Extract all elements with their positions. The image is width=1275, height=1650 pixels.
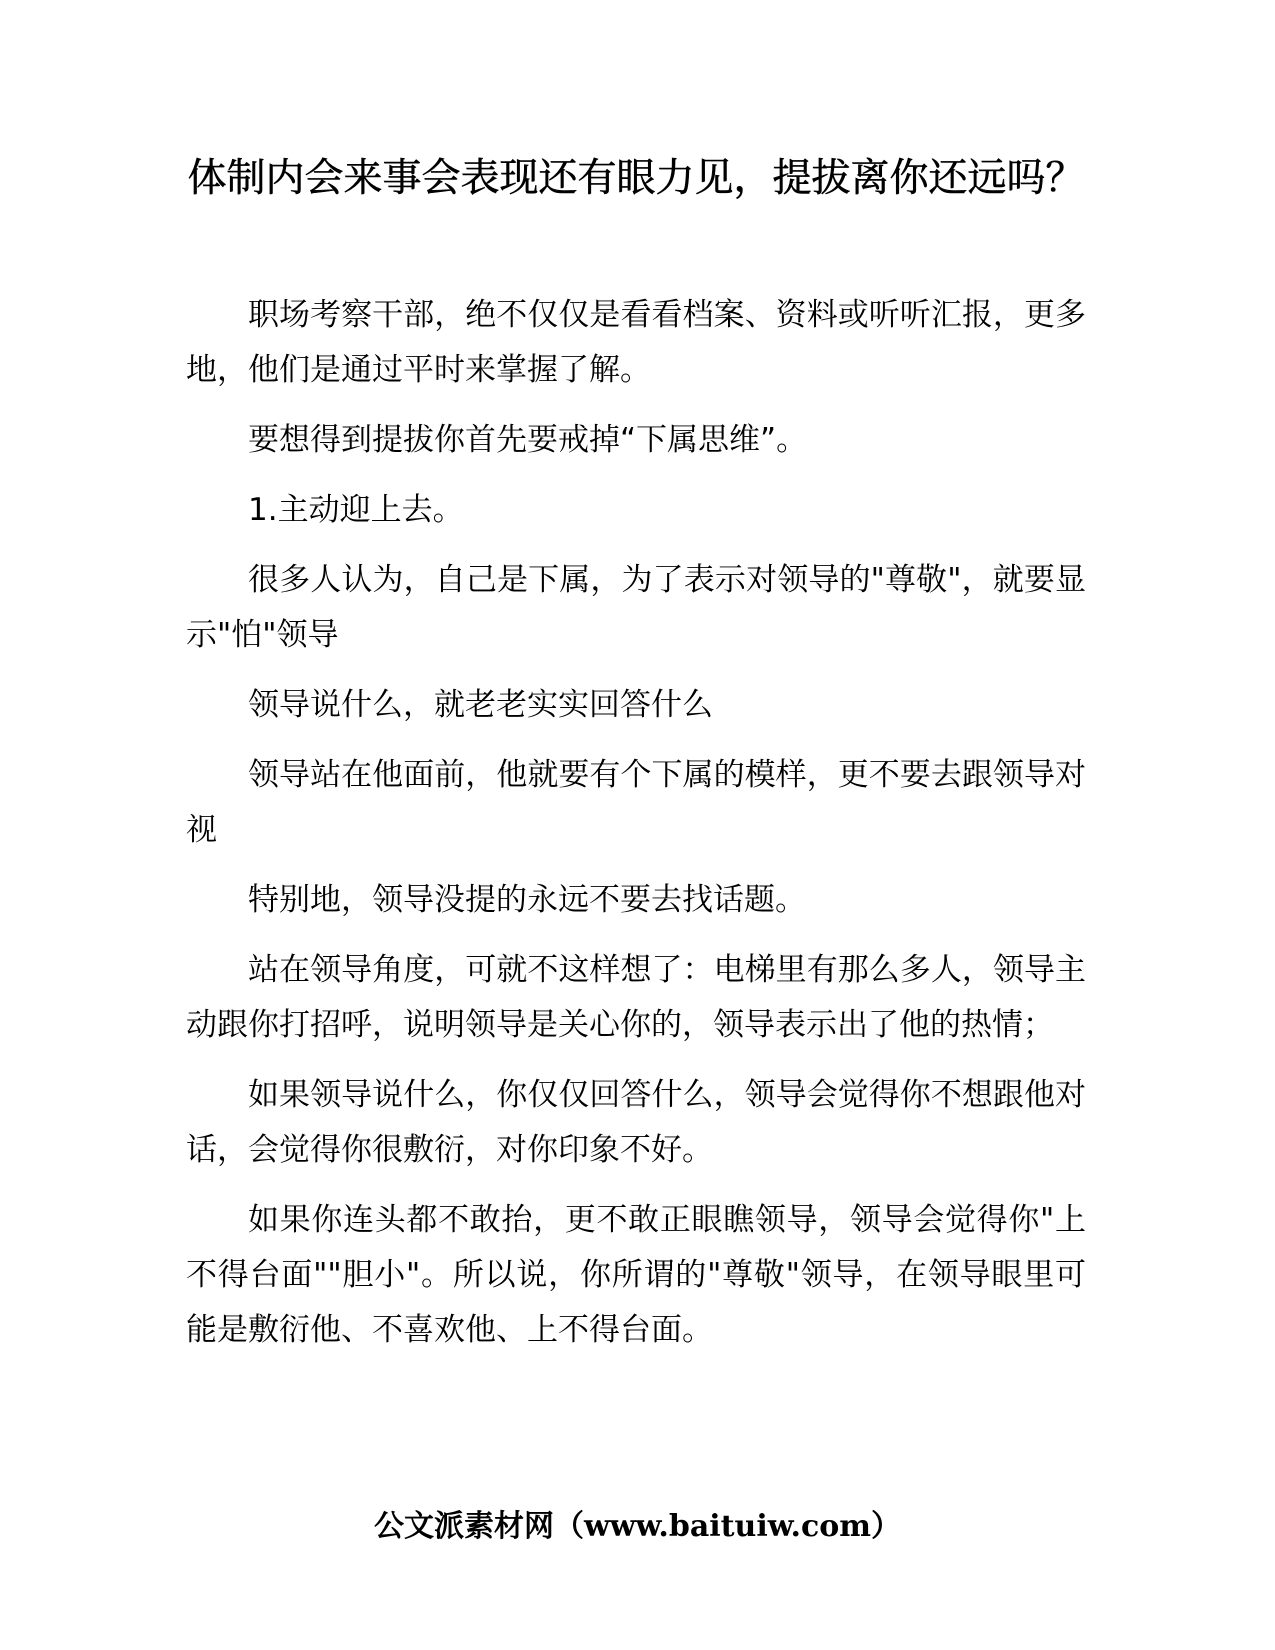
paragraph: 要想得到提拔你首先要戒掉“下属思维”。 xyxy=(248,422,808,458)
paragraph: 1.主动迎上去。 xyxy=(248,492,464,528)
paragraph: 职场考察干部，绝不仅仅是看看档案、资料或听听汇报，更多地，他们是通过平时来掌握了解。 xyxy=(186,297,1086,388)
paragraph: 站在领导角度，可就不这样想了：电梯里有那么多人，领导主动跟你打招呼，说明领导是关心你的，领导表示出了他的热情； xyxy=(186,952,1086,1043)
paragraph: 特别地，领导没提的永远不要去找话题。 xyxy=(248,882,806,918)
paragraph: 很多人认为，自己是下属，为了表示对领导的"尊敬"，就要显示"怕"领导 xyxy=(186,562,1086,653)
paragraph: 如果你连头都不敢抬，更不敢正眼瞧领导，领导会觉得你"上不得台面""胆小"。所以说，你所谓的"尊敬"领导，在领导眼里可能是敷衍他、不喜欢他、上不得台面。 xyxy=(186,1202,1086,1348)
page-footer: 公文派素材网（www.baituiw.com） xyxy=(373,1509,902,1544)
document-body xyxy=(186,288,1086,1373)
paragraph: 领导说什么，就老老实实回答什么 xyxy=(248,687,713,723)
paragraph: 领导站在他面前，他就要有个下属的模样，更不要去跟领导对视 xyxy=(186,757,1086,848)
paragraph: 如果领导说什么，你仅仅回答什么，领导会觉得你不想跟他对话，会觉得你很敷衍，对你印象不好。 xyxy=(186,1077,1086,1168)
document-title: 体制内会来事会表现还有眼力见，提拔离你还远吗？ xyxy=(187,156,1085,201)
